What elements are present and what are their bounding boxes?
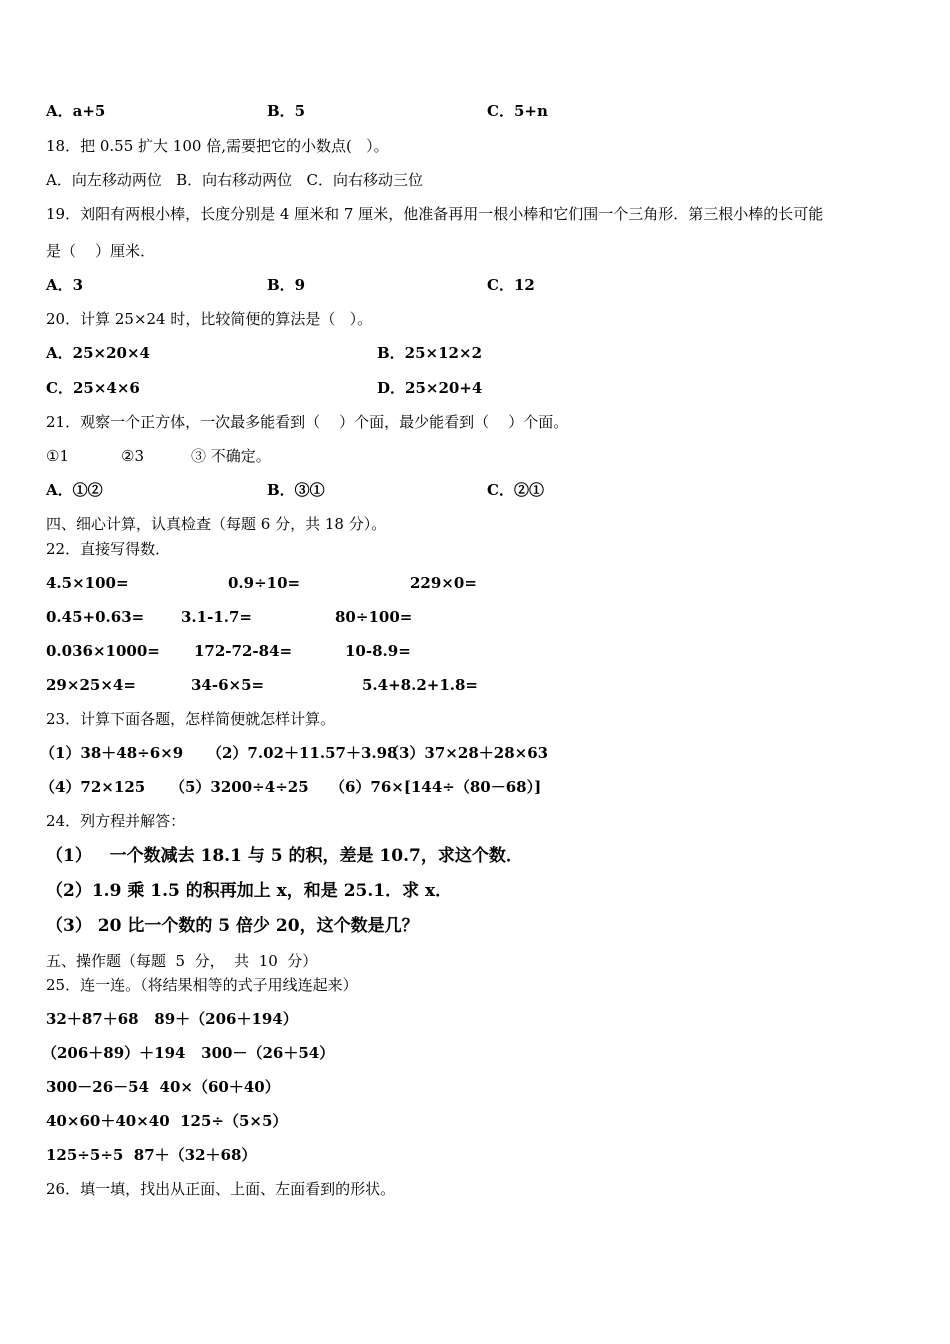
- q23-item: （6）76×[144÷（80－68）]: [330, 778, 542, 796]
- q22-item: 0.036×1000=: [46, 642, 160, 660]
- q22-item: 0.9÷10=: [228, 574, 301, 592]
- q22-item: 5.4+8.2+1.8=: [362, 676, 478, 694]
- q25-row: 300－26－54 40×（60＋40）: [46, 1078, 280, 1096]
- q22-item: 3.1-1.7=: [181, 608, 252, 626]
- q21-option-c: C．②①: [487, 481, 544, 499]
- q17-option-c: C．5+n: [487, 102, 548, 120]
- q22-item: 229×0=: [410, 574, 477, 592]
- q19-stem-line1: 19．刘阳有两根小棒，长度分别是 4 厘米和 7 厘米，他准备再用一根小棒和它们围一个三角形．第三根小棒的长可能: [46, 205, 824, 223]
- q23-item: （5）3200÷4÷25: [170, 778, 309, 796]
- q22-item: 172-72-84=: [194, 642, 293, 660]
- q25-row: 125÷5÷5 87＋（32＋68）: [46, 1146, 257, 1164]
- q18-stem: 18．把 0.55 扩大 100 倍,需要把它的小数点( ）。: [46, 137, 389, 155]
- section-4-heading: 四、细心计算，认真检查（每题 6 分，共 18 分）。: [46, 515, 387, 533]
- q20-option-b: B．25×12×2: [377, 344, 483, 362]
- q20-option-a: A．25×20×4: [46, 344, 150, 362]
- q24-item: （1） 一个数减去 18.1 与 5 的积，差是 10.7，求这个数．: [46, 846, 523, 866]
- q19-option-a: A．3: [46, 276, 84, 294]
- q21-option-b: B．③①: [267, 481, 325, 499]
- q26-stem: 26．填一填，找出从正面、上面、左面看到的形状。: [46, 1180, 396, 1198]
- q24-stem: 24．列方程并解答：: [46, 812, 186, 830]
- q24-item: （3） 20 比一个数的 5 倍少 20，这个数是几？: [46, 916, 419, 936]
- q20-option-d: D．25×20+4: [377, 379, 483, 397]
- q20-stem: 20．计算 25×24 时，比较简便的算法是（ ）。: [46, 310, 373, 328]
- q22-item: 0.45+0.63=: [46, 608, 145, 626]
- q22-item: 10-8.9=: [345, 642, 411, 660]
- q22-stem: 22．直接写得数．: [46, 540, 171, 558]
- q23-item: （4）72×125: [40, 778, 146, 796]
- q23-item: （3）37×28＋28×63: [384, 744, 549, 762]
- q23-stem: 23．计算下面各题，怎样简便就怎样计算。: [46, 710, 336, 728]
- q21-choice-3: ③ 不确定。: [191, 447, 271, 465]
- q19-stem-line2: 是（ ）厘米．: [46, 242, 156, 260]
- q22-item: 80÷100=: [335, 608, 413, 626]
- q23-item: （1）38＋48÷6×9: [40, 744, 184, 762]
- section-5-heading: 五、操作题（每题 5 分， 共 10 分）: [46, 952, 318, 970]
- q18-options: A．向左移动两位 B．向右移动两位 C．向右移动三位: [46, 171, 423, 189]
- q20-option-c: C．25×4×6: [46, 379, 140, 397]
- q25-row: （206＋89）＋194 300－（26＋54）: [42, 1044, 335, 1062]
- q17-option-b: B．5: [267, 102, 306, 120]
- q21-choice-1: ①1: [46, 447, 69, 465]
- q25-row: 32＋87＋68 89＋（206＋194）: [46, 1010, 298, 1028]
- q21-option-a: A．①②: [46, 481, 103, 499]
- q22-item: 29×25×4=: [46, 676, 136, 694]
- q21-stem: 21．观察一个正方体，一次最多能看到（ ）个面，最少能看到（ ）个面。: [46, 413, 569, 431]
- q19-option-c: C．12: [487, 276, 535, 294]
- q25-stem: 25．连一连。（将结果相等的式子用线连起来）: [46, 976, 358, 994]
- q19-option-b: B．9: [267, 276, 306, 294]
- q23-item: （2）7.02＋11.57＋3.98: [207, 744, 398, 762]
- q22-item: 4.5×100=: [46, 574, 129, 592]
- q22-item: 34-6×5=: [191, 676, 265, 694]
- q21-choice-2: ②3: [121, 447, 144, 465]
- q25-row: 40×60＋40×40 125÷（5×5）: [46, 1112, 288, 1130]
- q17-option-a: A．a+5: [46, 102, 106, 120]
- q24-item: （2）1.9 乘 1.5 的积再加上 x，和是 25.1．求 x．: [46, 881, 453, 901]
